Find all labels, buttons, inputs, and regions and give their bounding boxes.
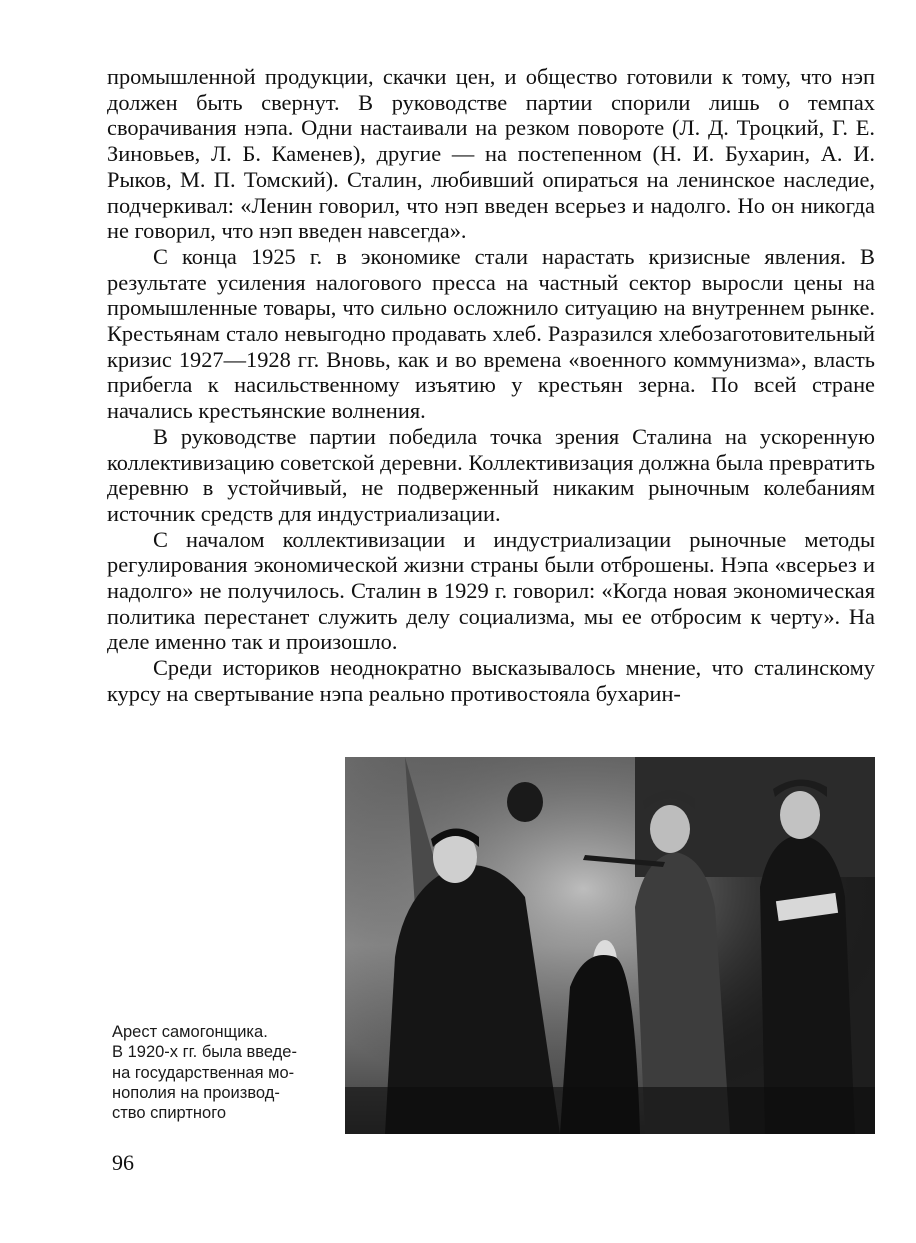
page-number: 96 <box>112 1150 134 1175</box>
paragraph: Среди историков неоднократно высказывалось мнение, что сталинскому курсу на свертывание нэпа реально противостояла бухарин- <box>107 655 875 706</box>
caption-line: на государственная мо- <box>112 1063 295 1082</box>
caption-line: В 1920-х гг. была введе- <box>112 1043 297 1062</box>
paragraph: С началом коллективизации и индустриализации рыночные методы регулирования экономической жизни страны были отброшены. Нэпа «всерьез и надолго» не получилось. Сталин в 1929 г. говорил: «Когда новая экономическая политика перестанет служить делу социализма, мы ее отбросим к черту». На деле именно так и произошло. <box>107 526 875 655</box>
caption-line: нополия на производ- <box>112 1083 280 1102</box>
paragraph: промышленной продукции, скачки цен, и общество готовили к тому, что нэп должен быть свернут. В руководстве партии спорили лишь о темпах сворачивания нэпа. Одни настаивали на резком повороте (Л. Д. Троцкий, Г. Е. Зиновьев, Л. Б. Каменев), другие — на постепенном (Н. И. Бухарин, А. И. Рыков, М. П. Томский). Сталин, любивший опираться на ленинское наследие, подчеркивал: «Ленин говорил, что нэп введен всерьез и надолго. Но он никогда не говорил, что нэп введен навсегда». <box>107 64 875 244</box>
caption-line: ство спиртного <box>112 1104 227 1123</box>
historical-photo <box>345 757 875 1134</box>
photo-illustration <box>345 757 875 1134</box>
body-text <box>107 64 875 707</box>
photo-caption <box>112 1022 344 1123</box>
paragraph: С конца 1925 г. в экономике стали нарастать кризисные явления. В результате усиления налогового пресса на частный сектор выросли цены на промышленные товары, что сильно осложнило ситуацию на внутреннем рынке. Крестьянам стало невыгодно продавать хлеб. Разразился хлебозаготовительный кризис 1927—1928 гг. Вновь, как и во времена «военного коммунизма», власть прибегла к насильственному изъятию у крестьян зерна. По всей стране начались крестьянские волнения. <box>107 243 875 424</box>
caption-line: Арест самогонщика. <box>112 1023 268 1041</box>
paragraph: В руководстве партии победила точка зрения Сталина на ускоренную коллективизацию советской деревни. Коллективизация должна была превратить деревню в устойчивый, не подверженный никаким рыночным колебаниям источник средств для индустриализации. <box>107 423 875 526</box>
